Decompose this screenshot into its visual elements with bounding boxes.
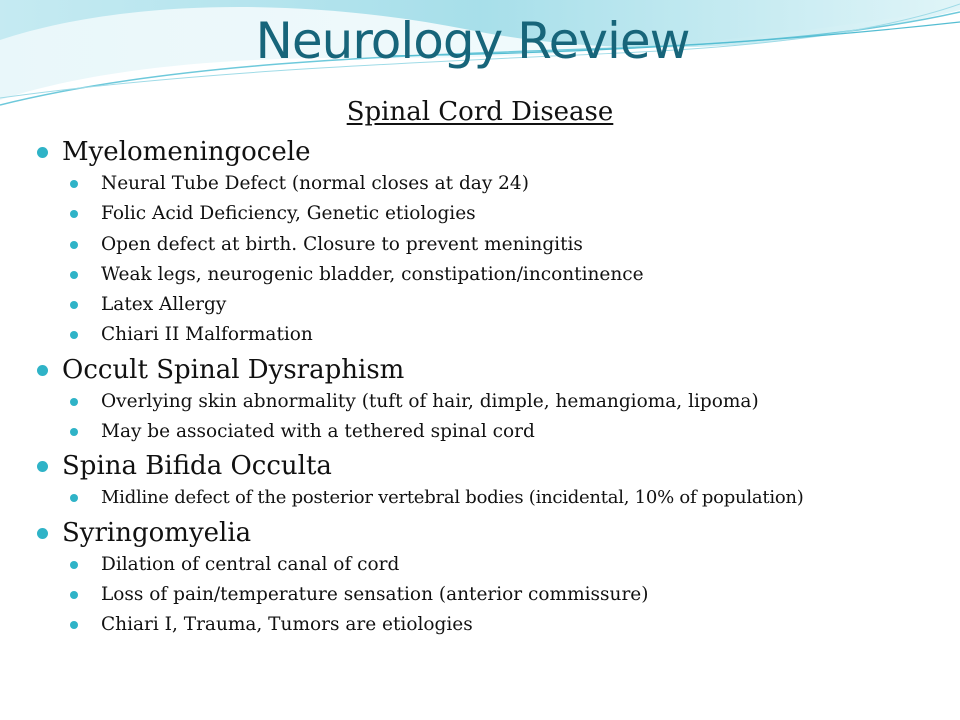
section-heading-occult-spinal-dysraphism xyxy=(35,353,945,387)
sub-list xyxy=(35,550,945,641)
list-item: Folic Acid Deficiency, Genetic etiologies xyxy=(70,199,945,229)
bullet-icon xyxy=(37,528,48,539)
sub-list xyxy=(35,169,945,351)
list-item: Weak legs, neurogenic bladder, constipation/incontinence xyxy=(70,260,945,290)
bullet-icon xyxy=(37,147,48,158)
list-item: Chiari II Malformation xyxy=(70,320,945,350)
list-item: Chiari I, Trauma, Tumors are etiologies xyxy=(70,610,945,640)
list-item: May be associated with a tethered spinal cord xyxy=(70,417,945,447)
list-item: Neural Tube Defect (normal closes at day 24) xyxy=(70,169,945,199)
bullet-icon xyxy=(70,494,78,502)
sub-list xyxy=(35,483,945,513)
slide-subtitle: Spinal Cord Disease xyxy=(346,97,614,127)
section-heading-text: Syringomyelia xyxy=(62,517,252,548)
slide-title: Neurology Review xyxy=(255,12,690,70)
section-heading-myelomeningocele xyxy=(35,135,945,169)
list-item: Overlying skin abnormality (tuft of hair, dimple, hemangioma, lipoma) xyxy=(70,387,945,417)
bullet-icon xyxy=(70,271,78,279)
list-item: Loss of pain/temperature sensation (anterior commissure) xyxy=(70,580,945,610)
section-heading-text: Spina Bifida Occulta xyxy=(62,451,332,482)
bullet-icon xyxy=(70,621,78,629)
bullet-icon xyxy=(70,331,78,339)
bullet-icon xyxy=(70,210,78,218)
bullet-icon xyxy=(70,180,78,188)
bullet-icon xyxy=(70,561,78,569)
section-heading-text: Myelomeningocele xyxy=(62,137,311,167)
bullet-icon xyxy=(70,428,78,436)
bullet-list xyxy=(35,135,945,643)
bullet-icon xyxy=(70,591,78,599)
list-item: Latex Allergy xyxy=(70,290,945,320)
list-item: Dilation of central canal of cord xyxy=(70,550,945,580)
list-item: Midline defect of the posterior vertebral bodies (incidental, 10% of population) xyxy=(70,483,945,513)
bullet-icon xyxy=(37,461,48,472)
list-item: Open defect at birth. Closure to prevent meningitis xyxy=(70,230,945,260)
section-heading-syringomyelia xyxy=(35,516,945,550)
bullet-icon xyxy=(70,398,78,406)
bullet-icon xyxy=(37,365,48,376)
section-heading-text: Occult Spinal Dysraphism xyxy=(62,354,405,385)
sub-list xyxy=(35,387,945,448)
bullet-icon xyxy=(70,301,78,309)
section-heading-spina-bifida-occulta xyxy=(35,449,945,483)
bullet-icon xyxy=(70,241,78,249)
